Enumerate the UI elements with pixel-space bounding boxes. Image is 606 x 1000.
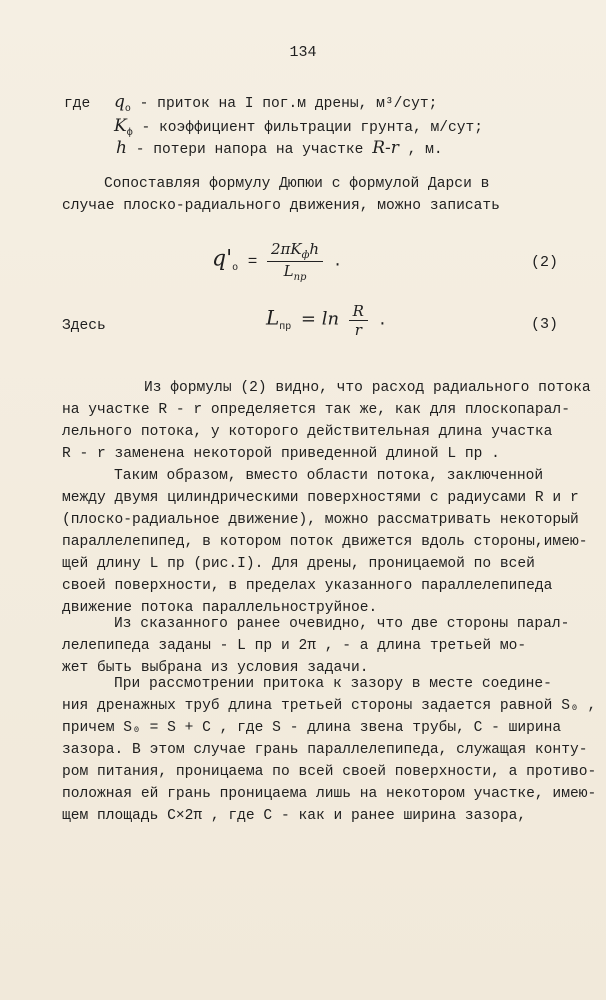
formula-3-lhs: L xyxy=(266,305,280,330)
para2-line-1: Из формулы (2) видно, что расход радиального потока xyxy=(144,380,591,396)
where-word: где xyxy=(64,96,91,112)
para4-line-1: Из сказанного ранее очевидно, что две стороны парал- xyxy=(114,616,570,632)
para5-line-5: ром питания, проницаема по всей своей поверхности, а противо- xyxy=(62,764,597,780)
definition-h-tail: , м. xyxy=(407,142,443,158)
definition-q0-text: - приток на I пог.м дрены, м³/сут; xyxy=(139,96,438,112)
formula-2-tail: . xyxy=(332,252,343,271)
para2-line-2: на участке R - r определяется так же, как для плоскопарал- xyxy=(62,402,570,418)
para5-line-1: При рассмотрении притока к зазору в месте соедине- xyxy=(114,676,552,692)
para4-line-3: жет быть выбрана из условия задачи. xyxy=(62,660,369,676)
para5-line-2: ния дренажных труб длина третьей стороны задается равной S₀ , xyxy=(62,698,597,714)
formula-3 xyxy=(266,302,387,339)
para3-line-1: Таким образом, вместо области потока, заключенной xyxy=(114,468,544,484)
formula-2-numerator: 2πK xyxy=(270,240,302,258)
formula-2-number: (2) xyxy=(530,254,558,271)
range-r: R-r xyxy=(372,138,399,158)
para5-line-4: зазора. В этом случае грань параллелепипеда, служащая конту- xyxy=(62,742,588,758)
formula-2-lhs-sub: o xyxy=(232,262,239,274)
formula-2: $q'_o$ = $\frac{2\pi K_фh}{L_{пр}}$ . xyxy=(212,240,343,283)
para1-line-1: Сопоставляя формулу Дюпюи с формулой Дарси в xyxy=(104,176,490,192)
formula-3-frac-den: r xyxy=(349,320,368,339)
formula-2-denominator-sub: пр xyxy=(293,272,307,283)
para4-line-2: лелепипеда заданы - L пр и 2π , - а длина третьей мо- xyxy=(62,638,527,654)
para3-line-2: между двумя цилиндрическими поверхностями с радиусами R и r xyxy=(62,490,579,506)
para3-line-3: (плоско-радиальное движение), можно рассматривать некоторый xyxy=(62,512,579,528)
para2-line-3: лельного потока, у которого действительная длина участка xyxy=(62,424,553,440)
page-number: 134 xyxy=(289,44,317,61)
formula-2-numerator-tail: h xyxy=(309,240,320,258)
formula-3-eq: = ln xyxy=(300,308,340,330)
para5-line-7: щем площадь C×2π , где C - как и ранее ширина зазора, xyxy=(62,808,527,824)
definition-h xyxy=(116,138,443,160)
formula-3-frac-num: R xyxy=(352,302,364,320)
formula-3-fraction xyxy=(349,302,368,339)
para3-line-6: своей поверхности, в пределах указанного параллелепипеда xyxy=(62,578,553,594)
symbol-q: q xyxy=(114,92,125,112)
definition-kf-text: - коэффициент фильтрации грунта, м/сут; xyxy=(141,120,484,136)
para3-line-5: щей длину L пр (рис.I). Для дрены, проницаемой по всей xyxy=(62,556,535,572)
formula-3-number: (3) xyxy=(530,316,558,333)
definition-h-text: - потери напора на участке xyxy=(135,142,364,158)
symbol-k-sub: ф xyxy=(126,127,133,139)
formula-2-fraction xyxy=(267,240,323,283)
para5-line-6: положная ей грань проницаема лишь на некотором участке, имею- xyxy=(62,786,597,802)
para5-line-3: причем S₀ = S + C , где S - длина звена трубы, C - ширина xyxy=(62,720,562,736)
symbol-h: h xyxy=(116,138,127,158)
formula-3-label: Здесь xyxy=(62,318,106,334)
para1-line-2: случае плоско-радиального движения, можно записать xyxy=(62,198,500,214)
para3-line-7: движение потока параллельноструйное. xyxy=(62,600,378,616)
para2-line-4: R - r заменена некоторой приведенной длиной L пр . xyxy=(62,446,500,462)
formula-2-denominator: L xyxy=(283,262,294,280)
symbol-q-sub: o xyxy=(124,103,131,115)
formula-3-tail: . xyxy=(377,311,388,330)
para3-line-4: параллелепипед, в котором поток движется вдоль стороны,имею- xyxy=(62,534,588,550)
formula-3-lhs-sub: пр xyxy=(279,321,292,333)
formula-2-numerator-sub: ф xyxy=(301,250,310,261)
formula-2-lhs: q' xyxy=(212,246,233,272)
symbol-k: K xyxy=(114,116,127,136)
